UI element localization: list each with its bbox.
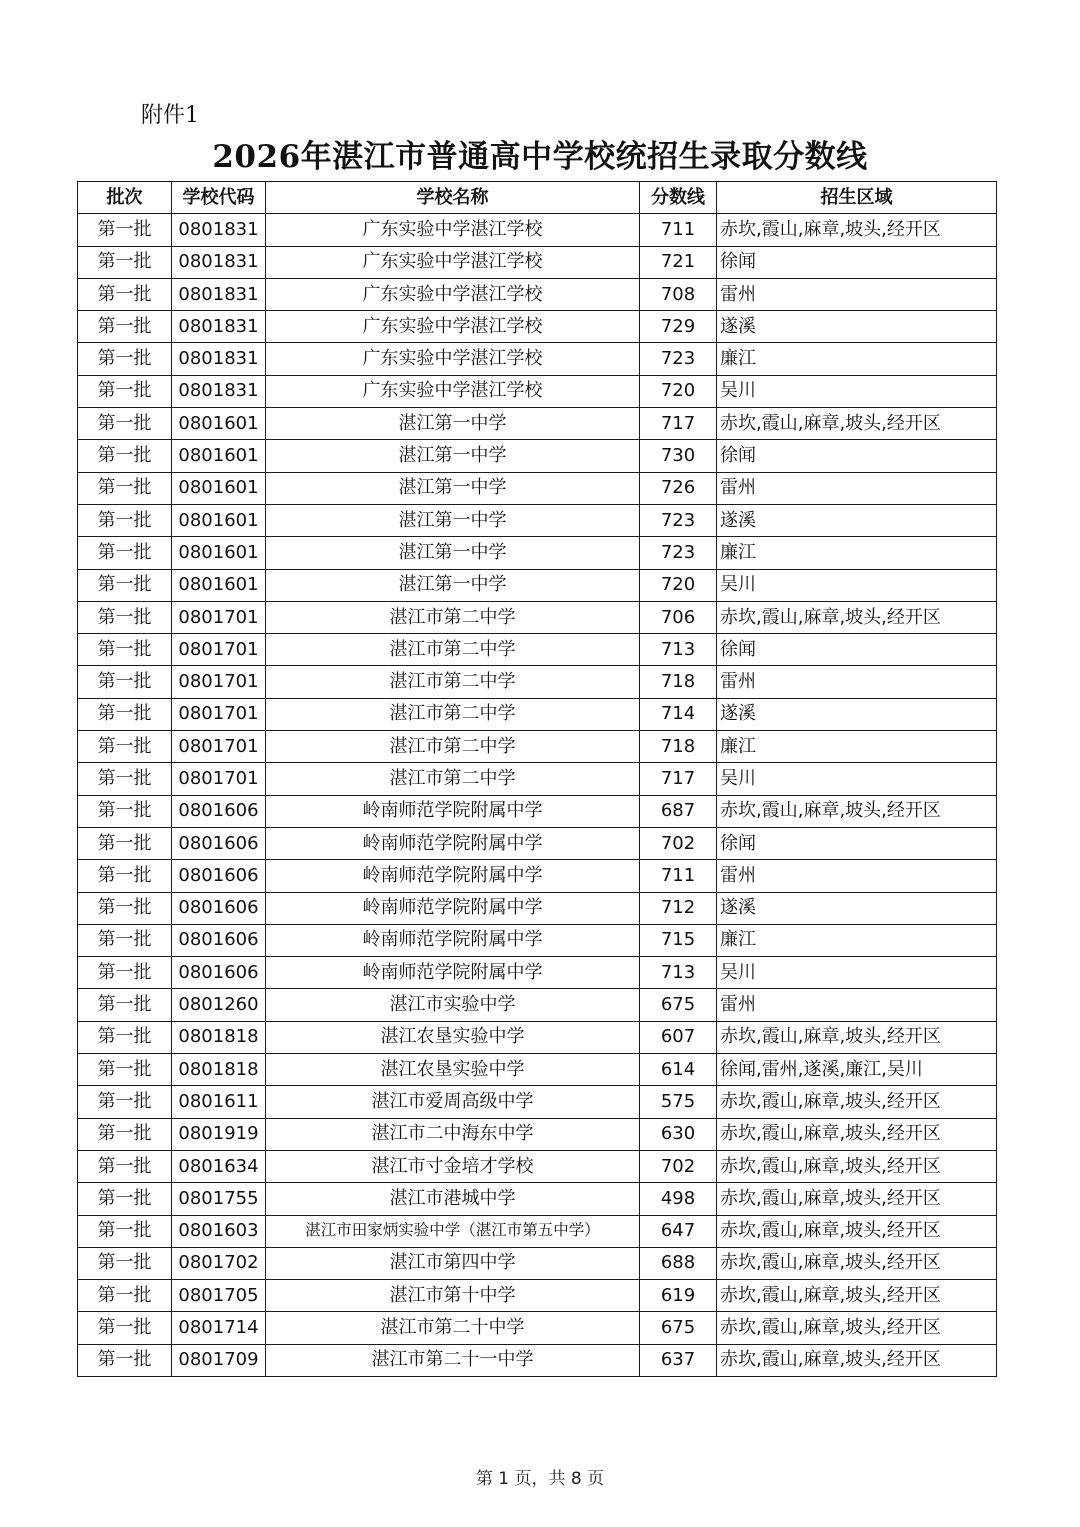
batch-cell: 第一批: [78, 278, 172, 310]
score-cell: 647: [640, 1215, 717, 1247]
score-cell: 720: [640, 375, 717, 407]
table-row: [78, 246, 997, 278]
batch-cell: 第一批: [78, 1183, 172, 1215]
batch-cell: 第一批: [78, 1215, 172, 1247]
score-cell: 714: [640, 698, 717, 730]
batch-cell: 第一批: [78, 1150, 172, 1182]
batch-cell: 第一批: [78, 763, 172, 795]
school-name-cell: 广东实验中学湛江学校: [266, 278, 640, 310]
region-cell: 徐闻,雷州,遂溪,廉江,吴川: [717, 1054, 997, 1086]
table-row: [78, 763, 997, 795]
school-code-cell: 0801818: [172, 1054, 266, 1086]
batch-cell: 第一批: [78, 860, 172, 892]
school-name-cell: 湛江市第二十一中学: [266, 1344, 640, 1376]
header-score-line: 分数线: [640, 182, 717, 214]
school-name-cell: 湛江市田家炳实验中学（湛江市第五中学）: [266, 1215, 640, 1247]
table-body: [78, 214, 997, 1377]
region-cell: 廉江: [717, 731, 997, 763]
school-code-cell: 0801606: [172, 827, 266, 859]
table-row: [78, 634, 997, 666]
score-cell: 721: [640, 246, 717, 278]
table-row: [78, 1054, 997, 1086]
batch-cell: 第一批: [78, 795, 172, 827]
school-name-cell: 湛江市第四中学: [266, 1247, 640, 1279]
batch-cell: 第一批: [78, 666, 172, 698]
batch-cell: 第一批: [78, 634, 172, 666]
school-name-cell: 湛江农垦实验中学: [266, 1054, 640, 1086]
score-cell: 717: [640, 408, 717, 440]
page-footer: 第 1 页，共 8 页: [475, 1469, 605, 1489]
region-cell: 遂溪: [717, 311, 997, 343]
header-batch: 批次: [78, 182, 172, 214]
score-cell: 498: [640, 1183, 717, 1215]
score-cell: 708: [640, 278, 717, 310]
batch-cell: 第一批: [78, 375, 172, 407]
school-code-cell: 0801714: [172, 1312, 266, 1344]
region-cell: 吴川: [717, 569, 997, 601]
school-name-cell: 湛江第一中学: [266, 440, 640, 472]
school-code-cell: 0801601: [172, 569, 266, 601]
region-cell: 赤坎,霞山,麻章,坡头,经开区: [717, 1150, 997, 1182]
table-row: [78, 731, 997, 763]
region-cell: 雷州: [717, 666, 997, 698]
school-name-cell: 湛江市第二中学: [266, 763, 640, 795]
score-cell: 675: [640, 1312, 717, 1344]
school-code-cell: 0801831: [172, 375, 266, 407]
school-code-cell: 0801701: [172, 763, 266, 795]
batch-cell: 第一批: [78, 601, 172, 633]
score-cell: 712: [640, 892, 717, 924]
batch-cell: 第一批: [78, 214, 172, 246]
school-code-cell: 0801702: [172, 1247, 266, 1279]
table-row: [78, 698, 997, 730]
header-enrollment-region: 招生区域: [717, 182, 997, 214]
batch-cell: 第一批: [78, 408, 172, 440]
table-row: [78, 1150, 997, 1182]
table-row: [78, 1118, 997, 1150]
school-name-cell: 湛江市二中海东中学: [266, 1118, 640, 1150]
score-cell: 687: [640, 795, 717, 827]
table-row: [78, 827, 997, 859]
score-cell: 726: [640, 472, 717, 504]
region-cell: 徐闻: [717, 827, 997, 859]
batch-cell: 第一批: [78, 1247, 172, 1279]
batch-cell: 第一批: [78, 892, 172, 924]
score-cell: 702: [640, 827, 717, 859]
school-name-cell: 岭南师范学院附属中学: [266, 795, 640, 827]
region-cell: 吴川: [717, 763, 997, 795]
batch-cell: 第一批: [78, 246, 172, 278]
table-row: [78, 343, 997, 375]
score-cell: 688: [640, 1247, 717, 1279]
region-cell: 赤坎,霞山,麻章,坡头,经开区: [717, 795, 997, 827]
region-cell: 徐闻: [717, 634, 997, 666]
school-name-cell: 湛江市第二中学: [266, 601, 640, 633]
school-code-cell: 0801606: [172, 892, 266, 924]
table-row: [78, 1183, 997, 1215]
score-cell: 575: [640, 1086, 717, 1118]
score-cell: 675: [640, 989, 717, 1021]
table-row: [78, 311, 997, 343]
school-name-cell: 湛江农垦实验中学: [266, 1021, 640, 1053]
table-row: [78, 1344, 997, 1376]
region-cell: 赤坎,霞山,麻章,坡头,经开区: [717, 1344, 997, 1376]
school-name-cell: 湛江市寸金培才学校: [266, 1150, 640, 1182]
school-name-cell: 广东实验中学湛江学校: [266, 214, 640, 246]
school-code-cell: 0801606: [172, 795, 266, 827]
batch-cell: 第一批: [78, 1118, 172, 1150]
batch-cell: 第一批: [78, 472, 172, 504]
score-cell: 718: [640, 666, 717, 698]
table-row: [78, 1247, 997, 1279]
region-cell: 徐闻: [717, 440, 997, 472]
batch-cell: 第一批: [78, 731, 172, 763]
school-code-cell: 0801701: [172, 698, 266, 730]
school-code-cell: 0801606: [172, 957, 266, 989]
school-name-cell: 岭南师范学院附属中学: [266, 860, 640, 892]
batch-cell: 第一批: [78, 1280, 172, 1312]
batch-cell: 第一批: [78, 698, 172, 730]
score-cell: 711: [640, 214, 717, 246]
region-cell: 吴川: [717, 957, 997, 989]
school-code-cell: 0801634: [172, 1150, 266, 1182]
school-name-cell: 湛江市第二中学: [266, 698, 640, 730]
school-code-cell: 0801601: [172, 440, 266, 472]
school-code-cell: 0801601: [172, 408, 266, 440]
region-cell: 雷州: [717, 278, 997, 310]
school-code-cell: 0801831: [172, 278, 266, 310]
table-row: [78, 795, 997, 827]
score-cell: 723: [640, 504, 717, 536]
table-row: [78, 1215, 997, 1247]
school-name-cell: 广东实验中学湛江学校: [266, 343, 640, 375]
region-cell: 赤坎,霞山,麻章,坡头,经开区: [717, 214, 997, 246]
region-cell: 徐闻: [717, 246, 997, 278]
batch-cell: 第一批: [78, 504, 172, 536]
table-row: [78, 666, 997, 698]
region-cell: 赤坎,霞山,麻章,坡头,经开区: [717, 408, 997, 440]
table-row: [78, 214, 997, 246]
batch-cell: 第一批: [78, 343, 172, 375]
school-name-cell: 岭南师范学院附属中学: [266, 957, 640, 989]
table-row: [78, 472, 997, 504]
region-cell: 雷州: [717, 989, 997, 1021]
school-code-cell: 0801606: [172, 860, 266, 892]
batch-cell: 第一批: [78, 924, 172, 956]
school-code-cell: 0801701: [172, 601, 266, 633]
school-code-cell: 0801701: [172, 634, 266, 666]
table-row: [78, 1312, 997, 1344]
region-cell: 遂溪: [717, 504, 997, 536]
table-row: [78, 440, 997, 472]
school-code-cell: 0801701: [172, 731, 266, 763]
region-cell: 雷州: [717, 472, 997, 504]
batch-cell: 第一批: [78, 957, 172, 989]
table-row: [78, 892, 997, 924]
school-name-cell: 湛江市第二中学: [266, 731, 640, 763]
table-row: [78, 1086, 997, 1118]
table-row: [78, 375, 997, 407]
school-name-cell: 广东实验中学湛江学校: [266, 375, 640, 407]
school-code-cell: 0801755: [172, 1183, 266, 1215]
school-code-cell: 0801919: [172, 1118, 266, 1150]
region-cell: 赤坎,霞山,麻章,坡头,经开区: [717, 1280, 997, 1312]
school-code-cell: 0801611: [172, 1086, 266, 1118]
school-code-cell: 0801831: [172, 246, 266, 278]
school-code-cell: 0801603: [172, 1215, 266, 1247]
region-cell: 赤坎,霞山,麻章,坡头,经开区: [717, 1312, 997, 1344]
region-cell: 遂溪: [717, 892, 997, 924]
batch-cell: 第一批: [78, 1086, 172, 1118]
batch-cell: 第一批: [78, 537, 172, 569]
attachment-label: 附件1: [141, 103, 199, 128]
table-row: [78, 408, 997, 440]
school-name-cell: 广东实验中学湛江学校: [266, 311, 640, 343]
header-school-code: 学校代码: [172, 182, 266, 214]
region-cell: 赤坎,霞山,麻章,坡头,经开区: [717, 1021, 997, 1053]
school-name-cell: 湛江市港城中学: [266, 1183, 640, 1215]
batch-cell: 第一批: [78, 311, 172, 343]
region-cell: 赤坎,霞山,麻章,坡头,经开区: [717, 1118, 997, 1150]
region-cell: 赤坎,霞山,麻章,坡头,经开区: [717, 1183, 997, 1215]
score-cell: 720: [640, 569, 717, 601]
score-cell: 637: [640, 1344, 717, 1376]
score-cell: 711: [640, 860, 717, 892]
score-cell: 702: [640, 1150, 717, 1182]
school-code-cell: 0801260: [172, 989, 266, 1021]
school-name-cell: 湛江第一中学: [266, 504, 640, 536]
table-row: [78, 924, 997, 956]
region-cell: 遂溪: [717, 698, 997, 730]
score-cell: 630: [640, 1118, 717, 1150]
region-cell: 吴川: [717, 375, 997, 407]
batch-cell: 第一批: [78, 989, 172, 1021]
school-name-cell: 岭南师范学院附属中学: [266, 924, 640, 956]
score-cell: 715: [640, 924, 717, 956]
school-code-cell: 0801601: [172, 537, 266, 569]
table-row: [78, 860, 997, 892]
table-row: [78, 1021, 997, 1053]
score-cell: 730: [640, 440, 717, 472]
score-cell: 723: [640, 343, 717, 375]
score-cell: 619: [640, 1280, 717, 1312]
school-code-cell: 0801601: [172, 504, 266, 536]
school-name-cell: 湛江市第二十中学: [266, 1312, 640, 1344]
table-row: [78, 601, 997, 633]
table-row: [78, 278, 997, 310]
region-cell: 雷州: [717, 860, 997, 892]
table-header-row: [78, 182, 997, 214]
score-cell: 614: [640, 1054, 717, 1086]
score-cell: 607: [640, 1021, 717, 1053]
school-name-cell: 湛江第一中学: [266, 569, 640, 601]
region-cell: 赤坎,霞山,麻章,坡头,经开区: [717, 1215, 997, 1247]
school-name-cell: 湛江第一中学: [266, 472, 640, 504]
batch-cell: 第一批: [78, 827, 172, 859]
school-code-cell: 0801701: [172, 666, 266, 698]
school-name-cell: 岭南师范学院附属中学: [266, 827, 640, 859]
region-cell: 廉江: [717, 537, 997, 569]
batch-cell: 第一批: [78, 1021, 172, 1053]
region-cell: 廉江: [717, 924, 997, 956]
school-code-cell: 0801818: [172, 1021, 266, 1053]
table-row: [78, 537, 997, 569]
batch-cell: 第一批: [78, 440, 172, 472]
school-code-cell: 0801606: [172, 924, 266, 956]
score-cell: 706: [640, 601, 717, 633]
batch-cell: 第一批: [78, 1344, 172, 1376]
table-row: [78, 1280, 997, 1312]
score-table: [77, 181, 997, 1377]
school-name-cell: 湛江市实验中学: [266, 989, 640, 1021]
score-cell: 713: [640, 957, 717, 989]
score-cell: 729: [640, 311, 717, 343]
score-cell: 717: [640, 763, 717, 795]
batch-cell: 第一批: [78, 569, 172, 601]
batch-cell: 第一批: [78, 1054, 172, 1086]
batch-cell: 第一批: [78, 1312, 172, 1344]
region-cell: 廉江: [717, 343, 997, 375]
school-code-cell: 0801705: [172, 1280, 266, 1312]
region-cell: 赤坎,霞山,麻章,坡头,经开区: [717, 1086, 997, 1118]
school-name-cell: 湛江第一中学: [266, 537, 640, 569]
score-cell: 713: [640, 634, 717, 666]
table-row: [78, 504, 997, 536]
score-cell: 718: [640, 731, 717, 763]
school-code-cell: 0801601: [172, 472, 266, 504]
school-code-cell: 0801831: [172, 343, 266, 375]
score-cell: 723: [640, 537, 717, 569]
school-code-cell: 0801709: [172, 1344, 266, 1376]
school-name-cell: 湛江第一中学: [266, 408, 640, 440]
region-cell: 赤坎,霞山,麻章,坡头,经开区: [717, 601, 997, 633]
table-row: [78, 989, 997, 1021]
school-name-cell: 湛江市第二中学: [266, 634, 640, 666]
region-cell: 赤坎,霞山,麻章,坡头,经开区: [717, 1247, 997, 1279]
document-title: 2026年湛江市普通高中学校统招生录取分数线: [212, 139, 868, 175]
school-name-cell: 湛江市爱周高级中学: [266, 1086, 640, 1118]
school-code-cell: 0801831: [172, 311, 266, 343]
table-row: [78, 957, 997, 989]
school-code-cell: 0801831: [172, 214, 266, 246]
school-name-cell: 湛江市第二中学: [266, 666, 640, 698]
school-name-cell: 湛江市第十中学: [266, 1280, 640, 1312]
table-row: [78, 569, 997, 601]
school-name-cell: 广东实验中学湛江学校: [266, 246, 640, 278]
school-name-cell: 岭南师范学院附属中学: [266, 892, 640, 924]
header-school-name: 学校名称: [266, 182, 640, 214]
